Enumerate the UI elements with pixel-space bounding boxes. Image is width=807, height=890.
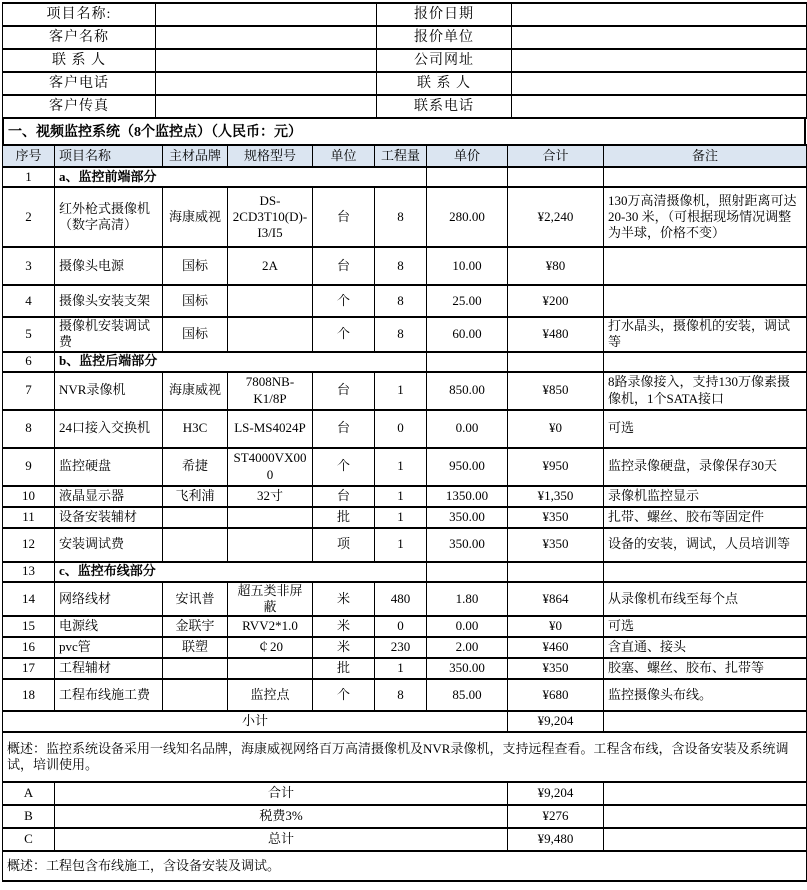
model-cell: [228, 317, 313, 352]
info-value-left: [156, 95, 377, 118]
brand-cell: 金联宇: [163, 616, 228, 637]
seq-cell: 5: [3, 317, 55, 352]
price-cell: 950.00: [427, 448, 508, 486]
note-cell: [604, 562, 807, 582]
subtotal-label: 小计: [3, 711, 508, 732]
header-cell: 序号: [3, 145, 55, 167]
model-cell: 32寸: [228, 486, 313, 507]
unit-cell: 个: [313, 285, 375, 317]
item-name-cell: 24口接入交换机: [55, 410, 163, 448]
brand-cell: 安讯普: [163, 582, 228, 617]
subtotal-row: [3, 711, 807, 732]
info-label-right: 报价单位: [377, 26, 512, 49]
total-cell: ¥950: [508, 448, 604, 486]
item-row: [3, 317, 807, 352]
item-row: [3, 285, 807, 317]
info-label-right: 报价日期: [377, 3, 512, 26]
unit-cell: 米: [313, 582, 375, 617]
info-label-left: 客户电话: [3, 72, 156, 95]
total-row-label: 合计: [55, 782, 508, 805]
model-cell: ￠20: [228, 637, 313, 658]
grand-total-row: [3, 828, 807, 851]
info-row: [3, 3, 807, 26]
unit-cell: 台: [313, 187, 375, 247]
note-cell: [604, 285, 807, 317]
info-label-left: 联 系 人: [3, 49, 156, 72]
item-name-cell: 监控硬盘: [55, 448, 163, 486]
qty-cell: 1: [375, 486, 427, 507]
total-cell: ¥350: [508, 528, 604, 562]
model-cell: 7808NB-K1/8P: [228, 372, 313, 410]
note-cell: [604, 711, 807, 732]
item-name-cell: 工程布线施工费: [55, 679, 163, 711]
unit-cell: 批: [313, 658, 375, 679]
brand-cell: H3C: [163, 410, 228, 448]
qty-cell: 0: [375, 410, 427, 448]
total-cell: [508, 167, 604, 187]
info-label-right: 联系电话: [377, 95, 512, 118]
note-cell: [604, 247, 807, 285]
info-label-left: 项目名称:: [3, 3, 156, 26]
header-cell: 单价: [427, 145, 508, 167]
seq-cell: 1: [3, 167, 55, 187]
seq-cell: A: [3, 782, 55, 805]
info-value-right: [512, 72, 807, 95]
note-cell: [604, 782, 807, 805]
section-row: [3, 562, 807, 582]
unit-cell: 批: [313, 507, 375, 528]
info-row: [3, 49, 807, 72]
item-row: [3, 582, 807, 617]
section-label: b、监控后端部分: [55, 352, 427, 372]
price-cell: [427, 562, 508, 582]
note-cell: 从录像机布线至每个点: [604, 582, 807, 617]
qty-cell: 1: [375, 507, 427, 528]
item-row: [3, 616, 807, 637]
price-cell: 10.00: [427, 247, 508, 285]
item-name-cell: 电源线: [55, 616, 163, 637]
item-name-cell: 安装调试费: [55, 528, 163, 562]
brand-cell: 国标: [163, 285, 228, 317]
qty-cell: 8: [375, 679, 427, 711]
total-cell: ¥80: [508, 247, 604, 285]
brand-cell: 海康威视: [163, 187, 228, 247]
item-row: [3, 410, 807, 448]
seq-cell: 15: [3, 616, 55, 637]
brand-cell: 飞利浦: [163, 486, 228, 507]
item-name-cell: 工程辅材: [55, 658, 163, 679]
item-row: [3, 187, 807, 247]
note-cell: 监控摄像头布线。: [604, 679, 807, 711]
total-cell: ¥460: [508, 637, 604, 658]
info-value-right: [512, 3, 807, 26]
subtotal-value: ¥9,204: [508, 711, 604, 732]
item-name-cell: pvc管: [55, 637, 163, 658]
unit-cell: 米: [313, 616, 375, 637]
header-cell: 主材品牌: [163, 145, 228, 167]
header-cell: 合计: [508, 145, 604, 167]
total-row-label: 税费3%: [55, 805, 508, 828]
note-cell: [604, 167, 807, 187]
item-name-cell: 红外枪式摄像机（数字高清）: [55, 187, 163, 247]
section-row: [3, 352, 807, 372]
total-cell: [508, 352, 604, 372]
item-name-cell: 摄像头安装支架: [55, 285, 163, 317]
item-row: [3, 658, 807, 679]
qty-cell: 1: [375, 658, 427, 679]
unit-cell: 台: [313, 372, 375, 410]
brand-cell: 海康威视: [163, 372, 228, 410]
model-cell: [228, 658, 313, 679]
info-row: [3, 95, 807, 118]
item-row: [3, 448, 807, 486]
brand-cell: [163, 658, 228, 679]
qty-cell: 480: [375, 582, 427, 617]
seq-cell: 6: [3, 352, 55, 372]
price-cell: 1.80: [427, 582, 508, 617]
price-cell: 2.00: [427, 637, 508, 658]
qty-cell: 1: [375, 528, 427, 562]
note-cell: [604, 805, 807, 828]
seq-cell: C: [3, 828, 55, 851]
summary-text: 概述：监控系统设备采用一线知名品牌，海康威视网络百万高清摄像机及NVR录像机，支持远程查看。工程含布线，含设备安装及系统调试，培训使用。: [3, 732, 807, 782]
model-cell: 2A: [228, 247, 313, 285]
brand-cell: 国标: [163, 317, 228, 352]
price-cell: 350.00: [427, 507, 508, 528]
grand-total-row: [3, 782, 807, 805]
price-cell: 280.00: [427, 187, 508, 247]
seq-cell: B: [3, 805, 55, 828]
note-cell: 8路录像接入，支持130万像素摄像机，1个SATA接口: [604, 372, 807, 410]
seq-cell: 14: [3, 582, 55, 617]
price-cell: 60.00: [427, 317, 508, 352]
note-cell: 可选: [604, 616, 807, 637]
price-cell: 350.00: [427, 528, 508, 562]
item-row: [3, 528, 807, 562]
qty-cell: 8: [375, 285, 427, 317]
total-cell: ¥680: [508, 679, 604, 711]
item-row: [3, 507, 807, 528]
quote-table: [2, 144, 807, 882]
unit-cell: 个: [313, 448, 375, 486]
unit-cell: 米: [313, 637, 375, 658]
seq-cell: 11: [3, 507, 55, 528]
info-row: [3, 72, 807, 95]
total-row-value: ¥9,204: [508, 782, 604, 805]
summary-row-top: [3, 732, 807, 782]
section-title: 一、视频监控系统（8个监控点）（人民币：元）: [2, 119, 806, 144]
note-cell: [604, 352, 807, 372]
note-cell: 扎带、螺丝、胶布等固定件: [604, 507, 807, 528]
total-cell: ¥480: [508, 317, 604, 352]
total-cell: ¥850: [508, 372, 604, 410]
note-cell: [604, 828, 807, 851]
info-table: [2, 2, 807, 119]
price-cell: 350.00: [427, 658, 508, 679]
item-row: [3, 679, 807, 711]
info-table-body: [3, 3, 807, 118]
qty-cell: 0: [375, 616, 427, 637]
model-cell: 超五类非屏蔽: [228, 582, 313, 617]
model-cell: LS-MS4024P: [228, 410, 313, 448]
quote-table-body: [3, 145, 807, 881]
model-cell: [228, 507, 313, 528]
total-row-label: 总计: [55, 828, 508, 851]
info-label-left: 客户传真: [3, 95, 156, 118]
column-header-row: [3, 145, 807, 167]
note-cell: 打水晶头，摄像机的安装，调试等: [604, 317, 807, 352]
section-row: [3, 167, 807, 187]
price-cell: 0.00: [427, 616, 508, 637]
summary-text: 概述：工程包含布线施工，含设备安装及调试。: [3, 851, 807, 881]
seq-cell: 8: [3, 410, 55, 448]
seq-cell: 4: [3, 285, 55, 317]
header-cell: 工程量: [375, 145, 427, 167]
price-cell: 0.00: [427, 410, 508, 448]
price-cell: 25.00: [427, 285, 508, 317]
summary-row-bottom: [3, 851, 807, 881]
seq-cell: 13: [3, 562, 55, 582]
info-value-left: [156, 3, 377, 26]
seq-cell: 10: [3, 486, 55, 507]
item-row: [3, 637, 807, 658]
qty-cell: 8: [375, 247, 427, 285]
unit-cell: 台: [313, 247, 375, 285]
total-cell: ¥0: [508, 616, 604, 637]
item-name-cell: NVR录像机: [55, 372, 163, 410]
note-cell: 可选: [604, 410, 807, 448]
price-cell: 1350.00: [427, 486, 508, 507]
model-cell: DS-2CD3T10(D)-I3/I5: [228, 187, 313, 247]
model-cell: 监控点: [228, 679, 313, 711]
qty-cell: 8: [375, 317, 427, 352]
header-cell: 项目名称: [55, 145, 163, 167]
info-value-right: [512, 49, 807, 72]
price-cell: 850.00: [427, 372, 508, 410]
qty-cell: 230: [375, 637, 427, 658]
qty-cell: 1: [375, 372, 427, 410]
unit-cell: 台: [313, 410, 375, 448]
qty-cell: 1: [375, 448, 427, 486]
header-cell: 规格型号: [228, 145, 313, 167]
price-cell: [427, 352, 508, 372]
price-cell: 85.00: [427, 679, 508, 711]
brand-cell: 国标: [163, 247, 228, 285]
info-label-right: 公司网址: [377, 49, 512, 72]
seq-cell: 2: [3, 187, 55, 247]
item-name-cell: 设备安装辅材: [55, 507, 163, 528]
info-value-left: [156, 26, 377, 49]
total-cell: ¥0: [508, 410, 604, 448]
model-cell: [228, 528, 313, 562]
seq-cell: 12: [3, 528, 55, 562]
grand-total-row: [3, 805, 807, 828]
info-label-right: 联 系 人: [377, 72, 512, 95]
total-cell: ¥2,240: [508, 187, 604, 247]
info-label-left: 客户名称: [3, 26, 156, 49]
header-cell: 单位: [313, 145, 375, 167]
brand-cell: 希捷: [163, 448, 228, 486]
seq-cell: 17: [3, 658, 55, 679]
item-name-cell: 摄像头电源: [55, 247, 163, 285]
model-cell: RVV2*1.0: [228, 616, 313, 637]
item-name-cell: 网络线材: [55, 582, 163, 617]
total-row-value: ¥276: [508, 805, 604, 828]
seq-cell: 9: [3, 448, 55, 486]
item-name-cell: 摄像机安装调试费: [55, 317, 163, 352]
total-cell: ¥200: [508, 285, 604, 317]
section-label: a、监控前端部分: [55, 167, 427, 187]
total-cell: ¥350: [508, 658, 604, 679]
item-row: [3, 247, 807, 285]
total-cell: ¥350: [508, 507, 604, 528]
note-cell: 胶塞、螺丝、胶布、扎带等: [604, 658, 807, 679]
note-cell: 录像机监控显示: [604, 486, 807, 507]
seq-cell: 3: [3, 247, 55, 285]
unit-cell: 项: [313, 528, 375, 562]
section-label: c、监控布线部分: [55, 562, 427, 582]
unit-cell: 个: [313, 317, 375, 352]
header-cell: 备注: [604, 145, 807, 167]
model-cell: ST4000VX000: [228, 448, 313, 486]
brand-cell: [163, 679, 228, 711]
model-cell: [228, 285, 313, 317]
seq-cell: 16: [3, 637, 55, 658]
info-value-left: [156, 49, 377, 72]
item-row: [3, 486, 807, 507]
brand-cell: [163, 528, 228, 562]
total-cell: [508, 562, 604, 582]
note-cell: 含直通、接头: [604, 637, 807, 658]
info-value-left: [156, 72, 377, 95]
brand-cell: [163, 507, 228, 528]
item-row: [3, 372, 807, 410]
note-cell: 设备的安装，调试，人员培训等: [604, 528, 807, 562]
info-value-right: [512, 26, 807, 49]
brand-cell: 联塑: [163, 637, 228, 658]
total-row-value: ¥9,480: [508, 828, 604, 851]
info-row: [3, 26, 807, 49]
unit-cell: 台: [313, 486, 375, 507]
total-cell: ¥1,350: [508, 486, 604, 507]
seq-cell: 7: [3, 372, 55, 410]
note-cell: 130万高清摄像机，照射距离可达20-30 米，（可根据现场情况调整为半球，价格不变）: [604, 187, 807, 247]
item-name-cell: 液晶显示器: [55, 486, 163, 507]
note-cell: 监控录像硬盘，录像保存30天: [604, 448, 807, 486]
info-value-right: [512, 95, 807, 118]
seq-cell: 18: [3, 679, 55, 711]
price-cell: [427, 167, 508, 187]
qty-cell: 8: [375, 187, 427, 247]
unit-cell: 个: [313, 679, 375, 711]
total-cell: ¥864: [508, 582, 604, 617]
